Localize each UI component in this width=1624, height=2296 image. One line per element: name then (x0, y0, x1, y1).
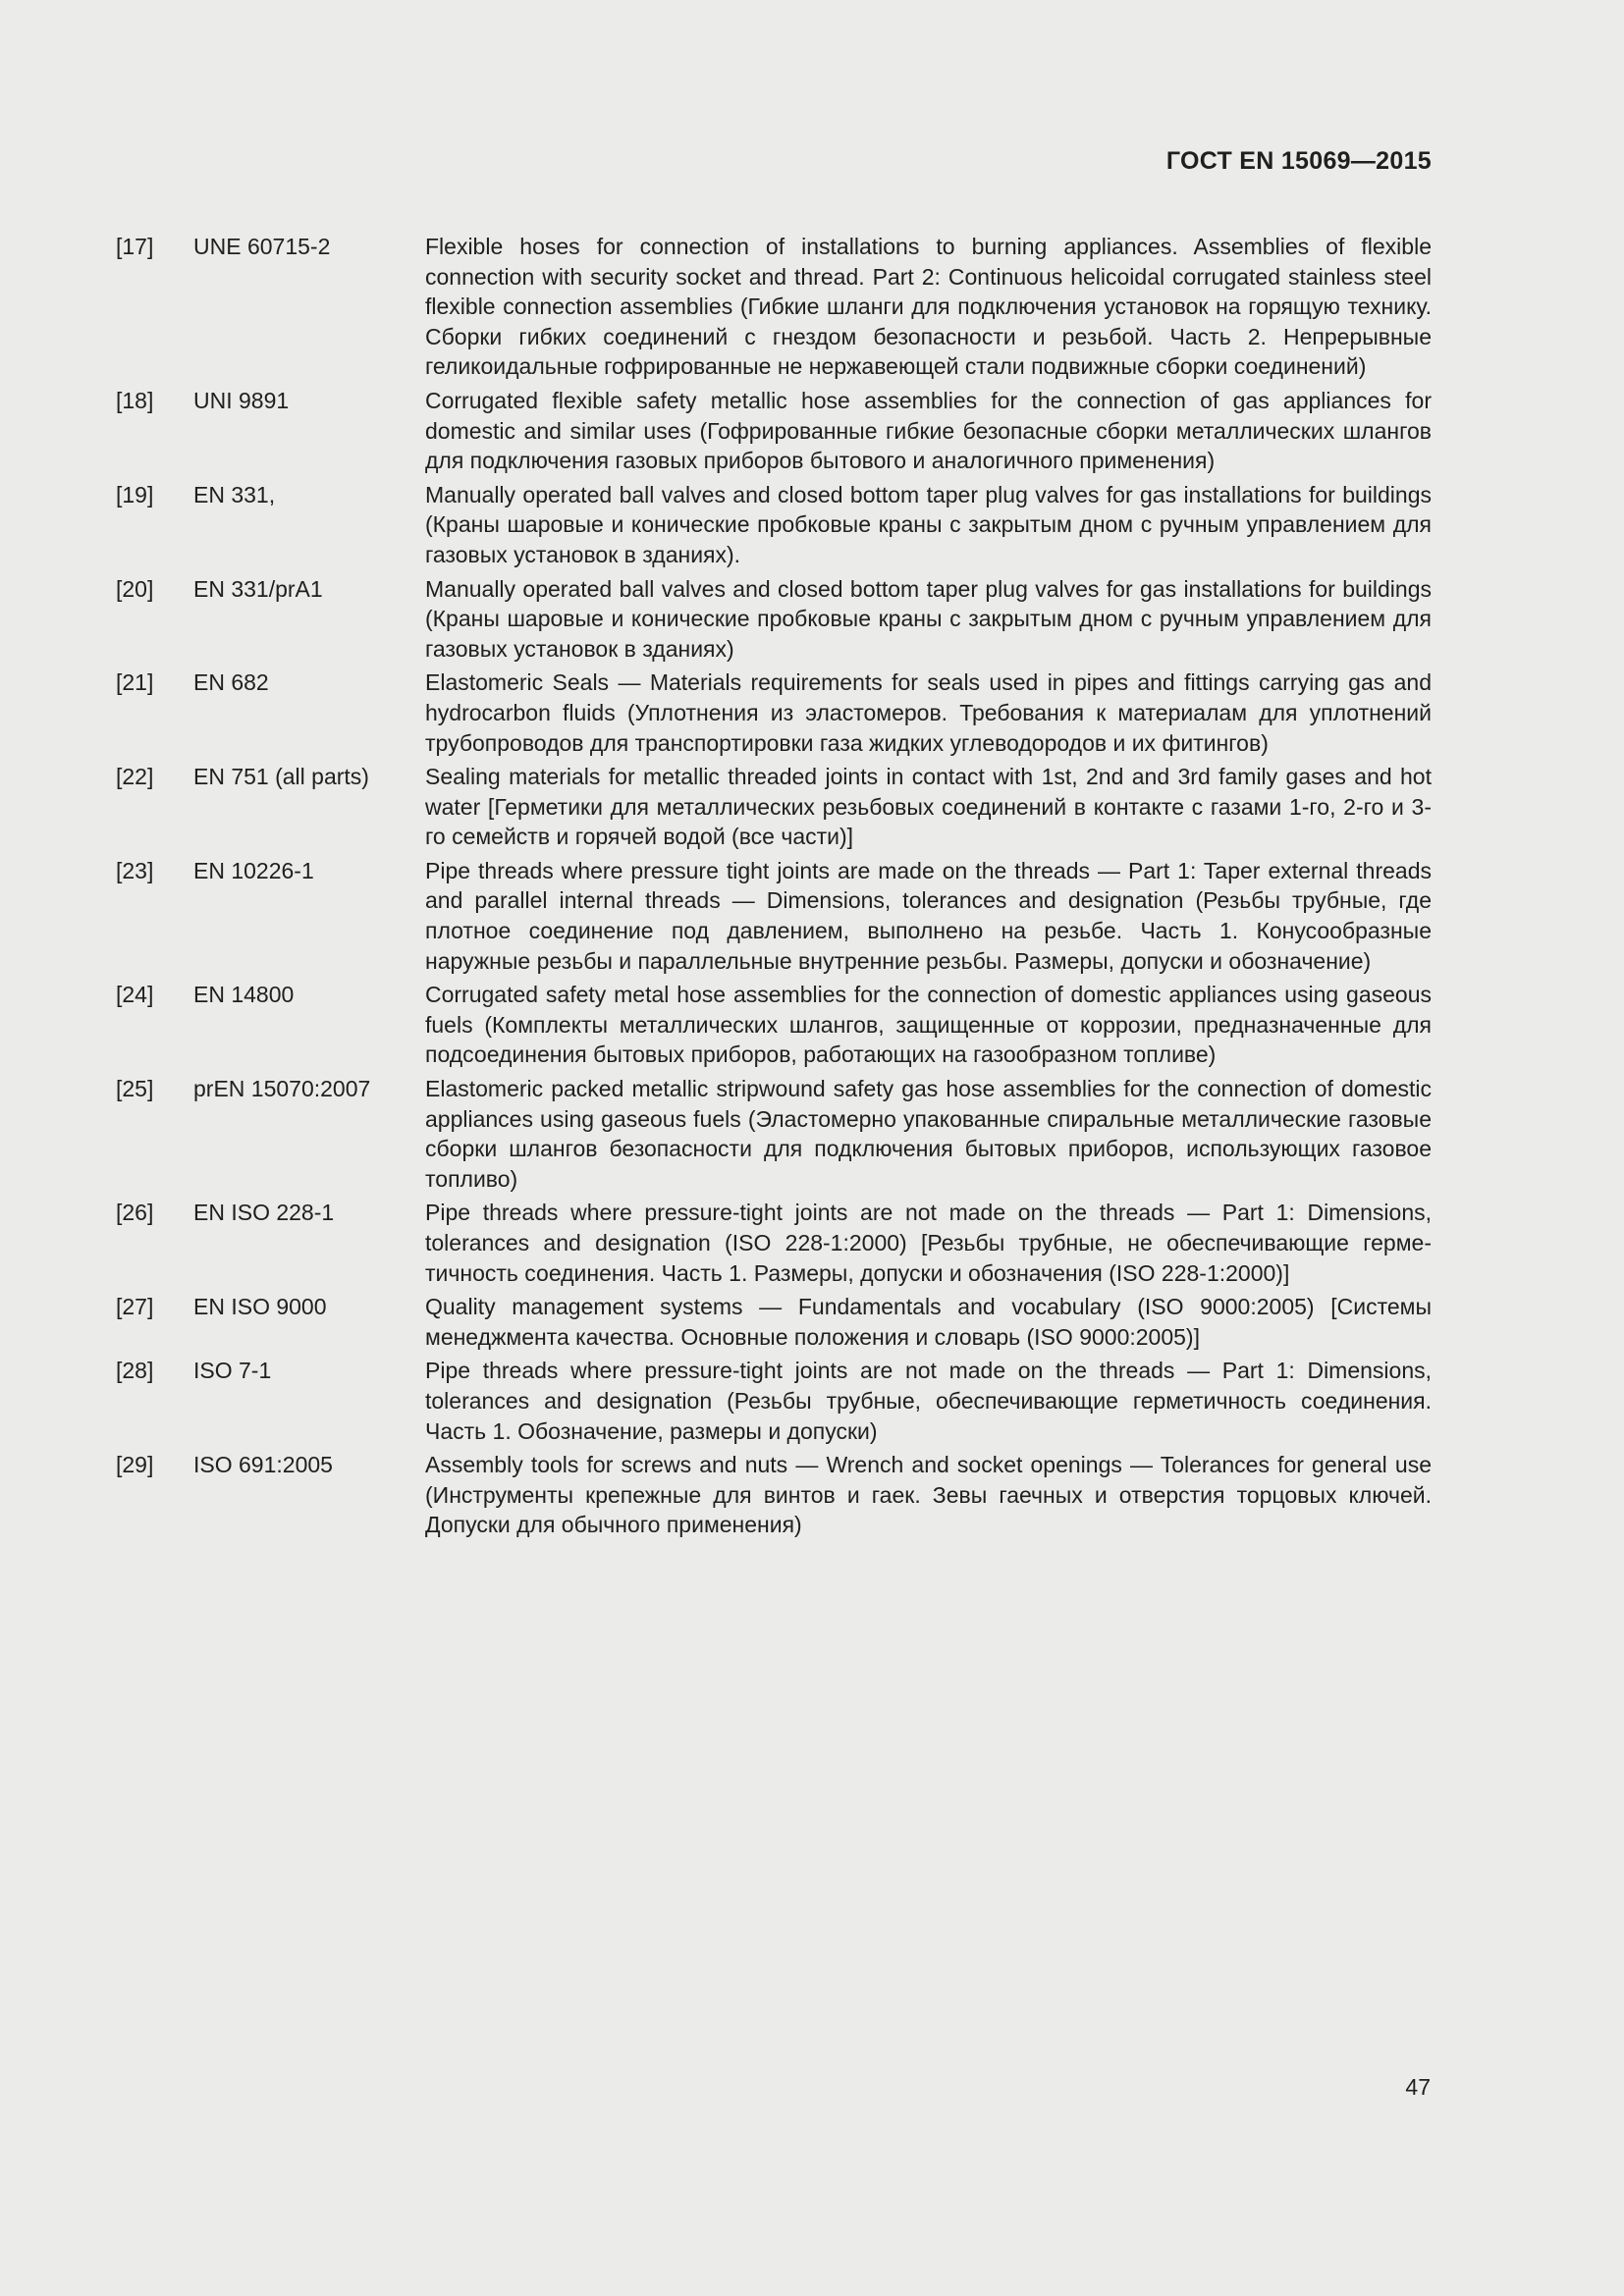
reference-code: EN 10226-1 (193, 857, 314, 883)
reference-number: [20] (116, 575, 154, 602)
reference-description: Pipe threads where pressure-tight joints are not made on the threads — Part 1: Dimensions, tolerances and designation (Резьбы трубные, обеспечивающие герметичность соединения. Часть 1. Обозначение, размеры и допуски) (425, 1358, 1432, 1444)
reference-description: Corrugated flexible safety metallic hose assemblies for the connection of gas appliances for domestic and similar uses (Гофрированные гибкие безопасные сборки металлических шлангов для подключения газовых приборов бытового и аналогичного применения) (425, 387, 1432, 474)
document-header-title: ГОСТ EN 15069—2015 (1165, 147, 1432, 175)
reference-entry (116, 980, 1432, 1070)
reference-number: [22] (116, 764, 154, 790)
reference-code: ISO 7-1 (193, 1358, 272, 1384)
reference-code: ISO 691:2005 (193, 1452, 333, 1478)
reference-description: Flexible hoses for connection of installations to burning appliances. Assemblies of flexible connection with security socket and thread. Part 2: Continuous helicoidal corrugated stainless steel flexible connection assemblies (Гибкие шланги для подключения установок на горящую технику. Сборки гибких соединений с гнездом безопасности и резьбой. Часть 2. Непрерывные геликоидальные гофрированные не нержавеющей стали подвижные сборки соединений) (425, 234, 1432, 380)
reference-number: [29] (116, 1452, 154, 1478)
reference-number: [23] (116, 857, 154, 883)
reference-entry (116, 762, 1432, 852)
reference-number: [18] (116, 387, 154, 413)
reference-code: UNE 60715-2 (193, 234, 331, 259)
reference-number: [19] (116, 481, 154, 507)
reference-code: prEN 15070:2007 (193, 1076, 371, 1102)
reference-description: Elastomeric packed metallic stripwound safety gas hose assemblies for the connection of domestic appliances using gaseous fuels (Эластомерно упакованные спиральные металлические газовые сборки шлангов безопасности для подключения бытовых приборов, использующих газовое топливо) (425, 1076, 1432, 1192)
reference-entry (116, 574, 1432, 665)
reference-entry (116, 1074, 1432, 1194)
reference-code: EN 331/prA1 (193, 575, 323, 602)
reference-entry (116, 1450, 1432, 1540)
bibliography-list (116, 232, 1432, 1544)
reference-entry (116, 1356, 1432, 1446)
page-number: 47 (1405, 2074, 1431, 2100)
reference-description: Pipe threads where pressure tight joints are made on the threads — Part 1: Taper external threads and parallel internal threads — Dimensions, tolerances and designation (Резьбы трубные, где плотное соединение под давлением, выполнено на резьбе. Часть 1. Конусообразные наружные резьбы и параллельные внутренние резьбы. Размеры, допуски и обозначение) (425, 857, 1432, 974)
reference-number: [28] (116, 1358, 154, 1384)
reference-number: [25] (116, 1076, 154, 1102)
reference-entry (116, 1198, 1432, 1288)
reference-code: EN ISO 9000 (193, 1294, 327, 1320)
reference-description: Elastomeric Seals — Materials requirements for seals used in pipes and fittings carrying gas and hydrocarbon fluids (Уплотнения из эластомеров. Требования к материалам для уплотнений трубопроводов для транспортировки газа жидких углеводородов и их фитингов) (425, 669, 1432, 756)
reference-entry (116, 386, 1432, 476)
reference-entry (116, 856, 1432, 976)
reference-number: [26] (116, 1200, 154, 1226)
reference-code: EN 14800 (193, 982, 295, 1008)
reference-code: EN 331, (193, 481, 276, 507)
reference-code: EN 682 (193, 669, 269, 696)
reference-number: [24] (116, 982, 154, 1008)
reference-description: Assembly tools for screws and nuts — Wrench and socket openings — Tolerances for general use (Инструменты крепежные для винтов и гаек. Зевы гаечных и отверстия торцовых ключей. Допуски для обычного применения) (425, 1452, 1432, 1538)
reference-entry (116, 232, 1432, 382)
reference-code: EN 751 (all parts) (193, 764, 369, 790)
reference-description: Corrugated safety metal hose assemblies for the connection of domestic appliances using gaseous fuels (Комплекты металлических шлангов, защищенные от коррозии, предназначенные для подсоединения бытовых приборов, работающих на газообразном топливе) (425, 982, 1432, 1068)
reference-description: Manually operated ball valves and closed bottom taper plug valves for gas installations for buildings (Краны шаровые и конические пробковые краны с закрытым дном с ручным управлением для газовых установок в зданиях) (425, 575, 1432, 662)
reference-number: [27] (116, 1294, 154, 1320)
reference-description: Pipe threads where pressure-tight joints are not made on the threads — Part 1: Dimensions, tolerances and designation (ISO 228-1:2000) [Резьбы трубные, не обеспечивающие герметичность соединения. Часть 1. Размеры, допуски и обозначения (ISO 228-1:2000)] (425, 1200, 1432, 1286)
reference-description: Sealing materials for metallic threaded joints in contact with 1st, 2nd and 3rd family gases and hot water [Герметики для металлических резьбовых соединений в контакте с газами 1-го, 2-го и 3-го семейств и горячей водой (все части)] (425, 764, 1432, 850)
reference-number: [21] (116, 669, 154, 696)
reference-number: [17] (116, 234, 154, 259)
reference-code: UNI 9891 (193, 387, 290, 413)
reference-entry (116, 1292, 1432, 1352)
reference-entry (116, 667, 1432, 758)
reference-description: Quality management systems — Fundamentals and vocabulary (ISO 9000:2005) [Системы менеджмента качества. Основные положения и словарь (ISO 9000:2005)] (425, 1294, 1432, 1350)
reference-code: EN ISO 228-1 (193, 1200, 335, 1226)
reference-entry (116, 480, 1432, 570)
reference-description: Manually operated ball valves and closed bottom taper plug valves for gas installations for buildings (Краны шаровые и конические пробковые краны с закрытым дном с ручным управлением для газовых установок в зданиях). (425, 481, 1432, 567)
